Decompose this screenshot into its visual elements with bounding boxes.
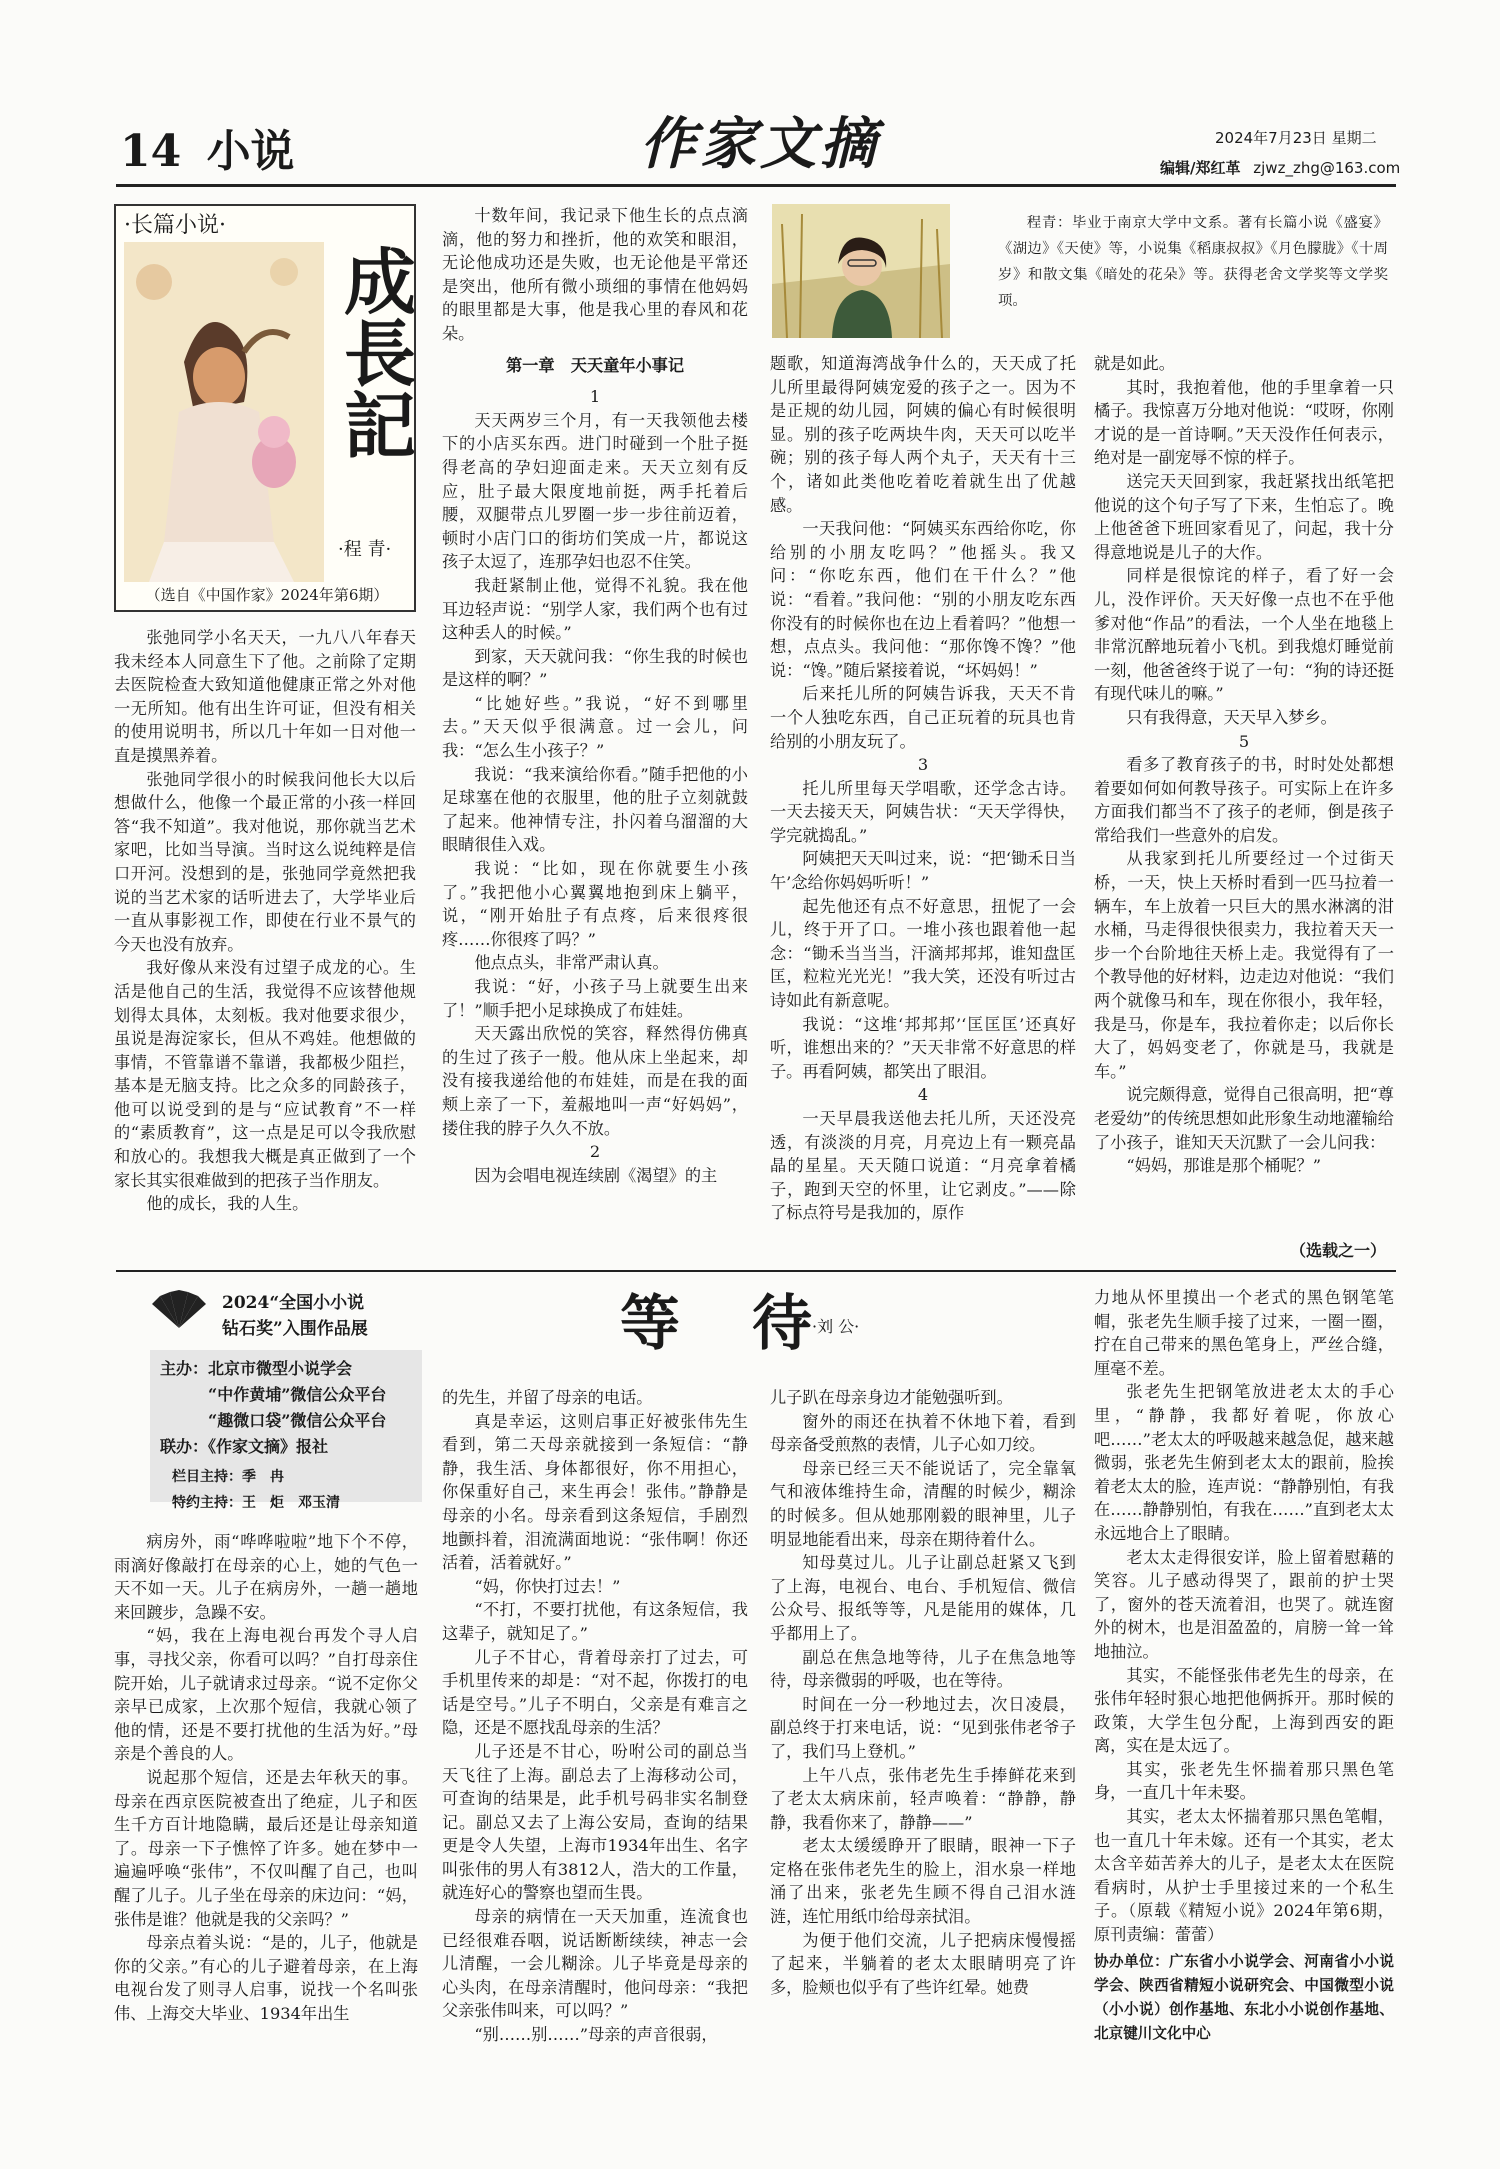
paragraph: 只有我得意，天天早入梦乡。 [1126, 707, 1337, 727]
section-number: 5 [1238, 731, 1250, 751]
editor-line [1160, 158, 1400, 178]
paragraph: 他点点头，非常严肃认真。 [474, 953, 669, 973]
paragraph: “别……别……”母亲的声音很弱， [474, 2025, 718, 2045]
story1-column-4 [1094, 352, 1394, 1242]
special-host: 特约主持：王 炬 邓玉清 [172, 1495, 340, 1511]
paragraph: 儿子还是不甘心，吩咐公司的副总当天飞往了上海。副总去了上海移动公司，可查询的结果是，此手机号码非实名制登记。副总又去了上海公安局，查询的结果更是令人失望，上海市1934年出生、名字叫张伟的男人有3812人，浩大的工作量，就连好心的警察也望而生畏。 [442, 1741, 748, 1903]
paragraph: 阿姨把天天叫过来，说：“把‘锄禾日当午’念给你妈妈听听！” [770, 849, 1076, 893]
paragraph: 后来托儿所的阿姨告诉我，天天不肯一个人独吃东西，自己正玩着的玩具也肯给别的小朋友玩了。 [770, 684, 1076, 751]
title-text: 成長記 [332, 244, 417, 460]
paragraph: 因为会唱电视连续剧《渴望》的主 [474, 1165, 718, 1185]
paragraph: “妈，你快打过去！” [474, 1576, 621, 1596]
diamond-logo-icon [150, 1290, 208, 1330]
section-number: 3 [917, 755, 929, 775]
page-number [120, 128, 295, 176]
paragraph: 我说：“好，小孩子马上就要生出来了！”顺手把小足球换成了布娃娃。 [442, 977, 748, 1020]
paragraph: 说完颇得意，觉得自己很高明，把“尊老爱幼”的传统思想如此形象生动地灌输给了小孩子，谁知天天沉默了一会儿问我： [1094, 1085, 1394, 1152]
masthead: 作家文摘 [640, 111, 880, 177]
section-number: 1 [589, 387, 601, 407]
paragraph: 张弛同学很小的时候我问他长大以后想做什么，他像一个最正常的小孩一样回答“我不知道”。我对他说，那你就当艺术家吧，比如当导演。当时这么说纯粹是信口开河。没想到的是，张弛同学竟然把我说的当艺术家的话听进去了，大学毕业后一直从事影视工作，即使在行业不景气的今天也没有放弃。 [114, 769, 416, 954]
paragraph: 送完天天回到家，我赶紧找出纸笔把他说的这个句子写了下来，生怕忘了。晚上他爸爸下班回家看见了，问起，我十分得意地说是儿子的大作。 [1094, 471, 1394, 562]
paragraph: 病房外，雨“哗哗啦啦”地下个不停，雨滴好像敲打在母亲的心上，她的气色一天不如一天。儿子在病房外，一趟一趟地来回踱步，急躁不安。 [114, 1532, 418, 1622]
girls-illustration [124, 242, 324, 582]
paragraph: 上午八点，张伟老先生手捧鲜花来到了老太太病床前，轻声唤着：“静静，静静，我看你来了，静静——” [770, 1765, 1076, 1832]
story2-column-4 [1094, 1286, 1394, 1946]
paragraph: 托儿所里每天学唱歌，还学念古诗。一天去接天天，阿姨告状：“天天学得快，学完就捣乱。” [770, 778, 1076, 845]
paragraph: 我赶紧制止他，觉得不礼貌。我在他耳边轻声说：“别学人家，我们两个也有过这种丢人的时候。” [442, 575, 748, 643]
paragraph: 老太太走得很安详，脸上留着慰藉的笑容。儿子感动得哭了，跟前的护士哭了，窗外的苍天流着泪，也哭了。就连窗外的树木，也是泪盈盈的，肩膀一耸一耸地抽泣。 [1094, 1547, 1394, 1661]
paragraph: 真是幸运，这则启事正好被张伟先生看到，第二天母亲就接到一条短信：“静静，我生活、身体都很好，你不用担心，你保重好自己，来生再会！张伟。”静静是母亲的小名。母亲看到这条短信，手剧烈地颤抖着，泪流满面地说：“张伟啊！你还活着，活着就好。” [442, 1411, 748, 1573]
paragraph: 儿子趴在母亲身边才能勉强听到。 [770, 1388, 1013, 1407]
page-number-value: 14 [120, 126, 182, 177]
paragraph: 一天我问他：“阿姨买东西给你吃，你给别的小朋友吃吗？”他摇头。我又问：“你吃东西，他们在干什么？”他说：“看着。”我问他：“别的小朋友吃东西你没有的时候你也在边上看着吗？”他想一想，点点头。我问他：“那你馋不馋？”他说：“馋。”随后紧接着说，“坏妈妈！” [770, 519, 1076, 680]
paragraph: 其实，张老先生怀揣着那只黑色笔身，一直几十年未娶。 [1094, 1759, 1394, 1803]
story2-title: 等 待 [620, 1289, 818, 1359]
host-line: “中作黄埔”微信公众平台 [208, 1385, 387, 1404]
host-line: “趣微口袋”微信公众平台 [208, 1411, 387, 1430]
section-number: 2 [589, 1142, 601, 1162]
author-photo [772, 204, 950, 338]
section-name: 小说 [206, 126, 295, 177]
paragraph: 儿子不甘心，背着母亲打了过去，可手机里传来的却是：“对不起，你拨打的电话是空号。”儿子不明白，父亲是有难言之隐，还是不愿找乱母亲的生活？ [442, 1647, 748, 1738]
paragraph: 知母莫过儿。儿子让副总赶紧又飞到了上海，电视台、电台、手机短信、微信公众号、报纸等等，凡是能用的媒体，几乎都用上了。 [770, 1553, 1076, 1643]
contest-banner-line: 钻石奖”入围作品展 [222, 1319, 368, 1339]
paragraph: 题歌，知道海湾战争什么的，天天成了托儿所里最得阿姨宠爱的孩子之一。因为不是正规的幼儿园，阿姨的偏心有时候很明显。别的孩子吃两块牛肉，天天可以吃半碗；别的孩子每人两个丸子，天天有十三个，诸如此类他吃着吃着就生出了优越感。 [770, 354, 1076, 515]
paragraph: 起先他还有点不好意思，扭怩了一会儿，终于开了口。一堆小孩也跟着他一起念：“锄禾当当当，汗滴邦邦邦，谁知盘匡匡，粒粒光光光！”我大笑，还没有听过古诗如此有新意呢。 [770, 896, 1076, 1011]
paragraph: 从我家到托儿所要经过一个过街天桥，一天，快上天桥时看到一匹马拉着一辆车，车上放着一只巨大的黑水淋漓的泔水桶，马走得很快很卖力，我拉着天天一步一个台阶地往天桥上走。我觉得有了一个教导他的好材料，边走边对他说：“我们两个就像马和车，现在你很小，我年轻，我是马，你是车，我拉着你走；以后你长大了，妈妈变老了，你就是马，我就是车。” [1094, 849, 1394, 1081]
story-divider [116, 1270, 1396, 1272]
paragraph: 其时，我抱着他，他的手里拿着一只橘子。我惊喜万分地对他说：“哎呀，你刚才说的是一首诗啊。”天天没作任何表示，绝对是一副宠辱不惊的样子。 [1094, 377, 1394, 468]
paragraph: 窗外的雨还在执着不休地下着，看到母亲备受煎熬的表情，儿子心如刀绞。 [770, 1411, 1076, 1455]
issue-date: 2024年7月23日 星期二 [1215, 129, 1377, 147]
paragraph: 副总在焦急地等待，儿子在焦急地等待，母亲微弱的呼吸，也在等待。 [770, 1647, 1076, 1691]
paragraph: 我说：“这堆‘邦邦邦’‘匡匡匡’还真好听，谁想出来的？”天天非常不好意思的样子。再看阿姨，都笑出了眼泪。 [770, 1014, 1076, 1081]
paragraph: 就是如此。 [1094, 354, 1175, 373]
story2-column-1 [114, 1530, 418, 2090]
paragraph: 母亲点着头说：“是的，儿子，他就是你的父亲。”有心的儿子避着母亲，在上海电视台发了则寻人启事，说找一个名叫张伟、上海交大毕业、1934年出生 [114, 1933, 418, 2023]
paragraph: 张弛同学小名天天，一九八八年春天我未经本人同意生下了他。之前除了定期去医院检查大致知道他健康正常之外对他一无所知。他有出生许可证，但没有相关的使用说明书，所以几十年如一日对他一直是摸黑养着。 [114, 628, 416, 765]
story1-author: ·程 青· [338, 539, 392, 560]
paragraph: “比她好些。”我说，“好不到哪里去。”天天似乎很满意。过一会儿，问我：“怎么生小孩子？” [442, 693, 748, 761]
story2-author: ·刘 公· [812, 1317, 860, 1336]
paragraph: 一天早晨我送他去托儿所，天还没亮透，有淡淡的月亮，月亮边上有一颗亮晶晶的星星。天天随口说道：“月亮拿着橘子，跑到天空的怀里，让它剥皮。”——除了标点符号是我加的，原作 [770, 1109, 1076, 1223]
paragraph: “妈妈，那谁是那个桶呢？” [1126, 1156, 1322, 1176]
paragraph: 张老先生把钢笔放进老太太的手心里，“静静，我都好着呢，你放心吧……”老太太的呼吸越来越急促，越来越微弱，张老先生俯到老太太的跟前，脸挨着老太太的脸，连声说：“静静别怕，有我在……静静别怕，有我在……”直到老太太永远地合上了眼睛。 [1094, 1382, 1394, 1543]
paragraph: 其实，不能怪张伟老先生的母亲，在张伟年轻时狠心地把他俩拆开。那时候的政策，大学生包分配，上海到西安的距离，实在是太远了。 [1094, 1665, 1394, 1756]
paragraph: 其实，老太太怀揣着那只黑色笔帽，也一直几十年未嫁。还有一个其实，老太太含辛茹苦养大的儿子，是老太太在医院看病时，从护士手里接过来的一个私生子。（原载《精短小说》2024年第6期，原刊责编：蕾蕾） [1094, 1807, 1394, 1945]
header-rule [116, 184, 1396, 187]
author-bio: 程青：毕业于南京大学中文系。著有长篇小说《盛宴》《湖边》《天使》等，小说集《稻康叔叔》《月色朦胧》《十周岁》和散文集《暗处的花朵》等。获得老舍文学奖等文学奖项。 [998, 215, 1388, 309]
host-line: 联办：《作家文摘》报社 [160, 1437, 329, 1456]
paragraph: 时间在一分一秒地过去，次日凌晨，副总终于打来电话，说：“见到张伟老爷子了，我们马上登机。” [770, 1694, 1076, 1761]
paragraph: “妈，我在上海电视台再发个寻人启事，寻找父亲，你看可以吗？”自打母亲住院开始，儿子就请求过母亲。“说不定你父亲早已成家，上次那个短信，我就心领了他的情，还是不要打扰他的生活为好。”母亲是个善良的人。 [114, 1626, 418, 1764]
co-organizers: 协办单位：广东省小小说学会、河南省小小说学会、陕西省精短小说研究会、中国微型小说（小小说）创作基地、东北小小说创作基地、北京键川文化中心 [1094, 1953, 1394, 2042]
story1-column-3 [770, 352, 1076, 1266]
host-line: 主办：北京市微型小说学会 [160, 1359, 353, 1378]
paragraph: 看多了教育孩子的书，时时处处都想着要如何如何教导孩子。可实际上在许多方面我们都当不了孩子的老师，倒是孩子常给我们一些意外的启发。 [1094, 755, 1394, 845]
paragraph: 到家，天天就问我：“你生我的时候也是这样的啊？” [442, 646, 748, 690]
paragraph: 十数年间，我记录下他生长的点点滴滴，他的努力和挫折，他的欢笑和眼泪，无论他成功还是失败，也无论他是平常还是突出，他所有微小琐细的事情在他妈妈的眼里都是大事，他是我心里的春风和花朵。 [442, 206, 748, 343]
contest-banner-line: 2024“全国小小说 [222, 1293, 365, 1313]
paragraph: 说起那个短信，还是去年秋天的事。母亲在西京医院被查出了绝症，儿子和医生千方百计地隐瞒，最后还是让母亲知道了。母亲一下子憔悴了许多。她在梦中一遍遍呼唤“张伟”，不仅叫醒了自己，也叫醒了儿子。儿子坐在母亲的床边问：“妈，张伟是谁？他就是我的父亲吗？” [114, 1767, 418, 1929]
contest-hosts [160, 1356, 386, 1516]
paragraph: 我好像从来没有过望子成龙的心。生活是他自己的生活，我觉得不应该替他规划得太具体，太刻板。我对他要求很少，虽说是海淀家长，但从不鸡娃。他想做的事情，不管靠谱不靠谱，我都极少阻拦，基本是无脑支持。比之众多的同龄孩子，他可以说受到的是与“应试教育”不一样的“素质教育”，这一点是足可以令我欣慰和放心的。我想我大概是真正做到了一个家长其实很难做到的把孩子当作朋友。 [114, 958, 416, 1190]
editor-name: 编辑/郑红革 [1160, 159, 1241, 177]
story1-title [328, 244, 417, 481]
paragraph: 他的成长，我的人生。 [146, 1194, 309, 1214]
story1-source: （选自《中国作家》2024年第6期） [145, 586, 389, 604]
paragraph: 我说：“我来演给你看。”随手把他的小足球塞在他的衣服里，他的肚子立刻就鼓了起来。他神情专注，扑闪着乌溜溜的大眼睛很佳入戏。 [442, 764, 748, 855]
chief-host: 栏目主持：季 冉 [172, 1469, 284, 1485]
story2-column-2 [442, 1386, 748, 2090]
editor-email: zjwz_zhg@163.com [1253, 159, 1401, 177]
kind-label: ·长篇小说· [124, 213, 226, 238]
paragraph: 我说：“比如，现在你就要生小孩了。”我把他小心翼翼地抱到床上躺平，说，“刚开始肚子有点疼，后来很疼很疼……你很疼了吗？” [442, 859, 748, 949]
excerpt-note: （选载之一） [1290, 1241, 1387, 1260]
contest-banner [222, 1290, 368, 1342]
story2-column-3 [770, 1386, 1076, 2090]
story1-column-1 [114, 626, 416, 1266]
paragraph: “不打，不要打扰他，有这条短信，我这辈子，就知足了。” [442, 1600, 748, 1643]
paragraph: 天天两岁三个月，有一天我领他去楼下的小店买东西。进门时碰到一个肚子挺得老高的孕妇迎面走来。天天立刻有反应，肚子最大限度地前挺，两手托着后腰，双腿带点儿罗圈一步一步往前迈着，顿时小店门口的街坊们笑成一片，都说这孩子太逗了，连那孕妇也忍不住笑。 [442, 410, 748, 572]
story1-column-2 [442, 204, 748, 1266]
section-number: 4 [917, 1085, 929, 1105]
paragraph: 为便于他们交流，儿子把病床慢慢摇了起来，半躺着的老太太眼睛明亮了许多，脸颊也似乎有了些许红晕。她费 [770, 1930, 1076, 1997]
paragraph: 天天露出欣悦的笑容，释然得仿佛真的生过了孩子一般。他从床上坐起来，却没有接我递给他的布娃娃，而是在我的面颊上亲了一下，羞赧地叫一声“好妈妈”，搂住我的脖子久久不放。 [442, 1024, 748, 1138]
chapter-heading: 第一章 天天童年小事记 [505, 355, 685, 375]
paragraph: 老太太缓缓睁开了眼睛，眼神一下子定格在张伟老先生的脸上，泪水泉一样地涌了出来，张老先生顾不得自己泪水涟涟，连忙用纸巾给母亲拭泪。 [770, 1836, 1076, 1927]
paragraph: 母亲的病情在一天天加重，连流食也已经很难吞咽，说话断断续续，神志一会儿清醒，一会儿糊涂。儿子毕竟是母亲的心头肉，在母亲清醒时，他问母亲：“我把父亲张伟叫来，可以吗？” [442, 1907, 748, 2021]
paragraph: 同样是很惊诧的样子，看了好一会儿，没作评价。天天好像一点也不在乎他爹对他“作品”的看法，一个人坐在地毯上非常沉醉地玩着小飞机。到我熄灯睡觉前一刻，他爸爸终于说了一句：“狗的诗还挺有现代味儿的嘛。” [1094, 566, 1394, 704]
paragraph: 的先生，并留了母亲的电话。 [442, 1388, 653, 1407]
paragraph: 母亲已经三天不能说话了，完全靠氧气和液体维持生命，清醒的时候少，糊涂的时候多。但从她那刚毅的眼神里，儿子明显地能看出来，母亲在期待着什么。 [770, 1458, 1076, 1549]
paragraph: 力地从怀里摸出一个老式的黑色钢笔笔帽，张老先生顺手接了过来，一圈一圈，拧在自己带来的黑色笔身上，严丝合缝，厘毫不差。 [1094, 1288, 1394, 1378]
